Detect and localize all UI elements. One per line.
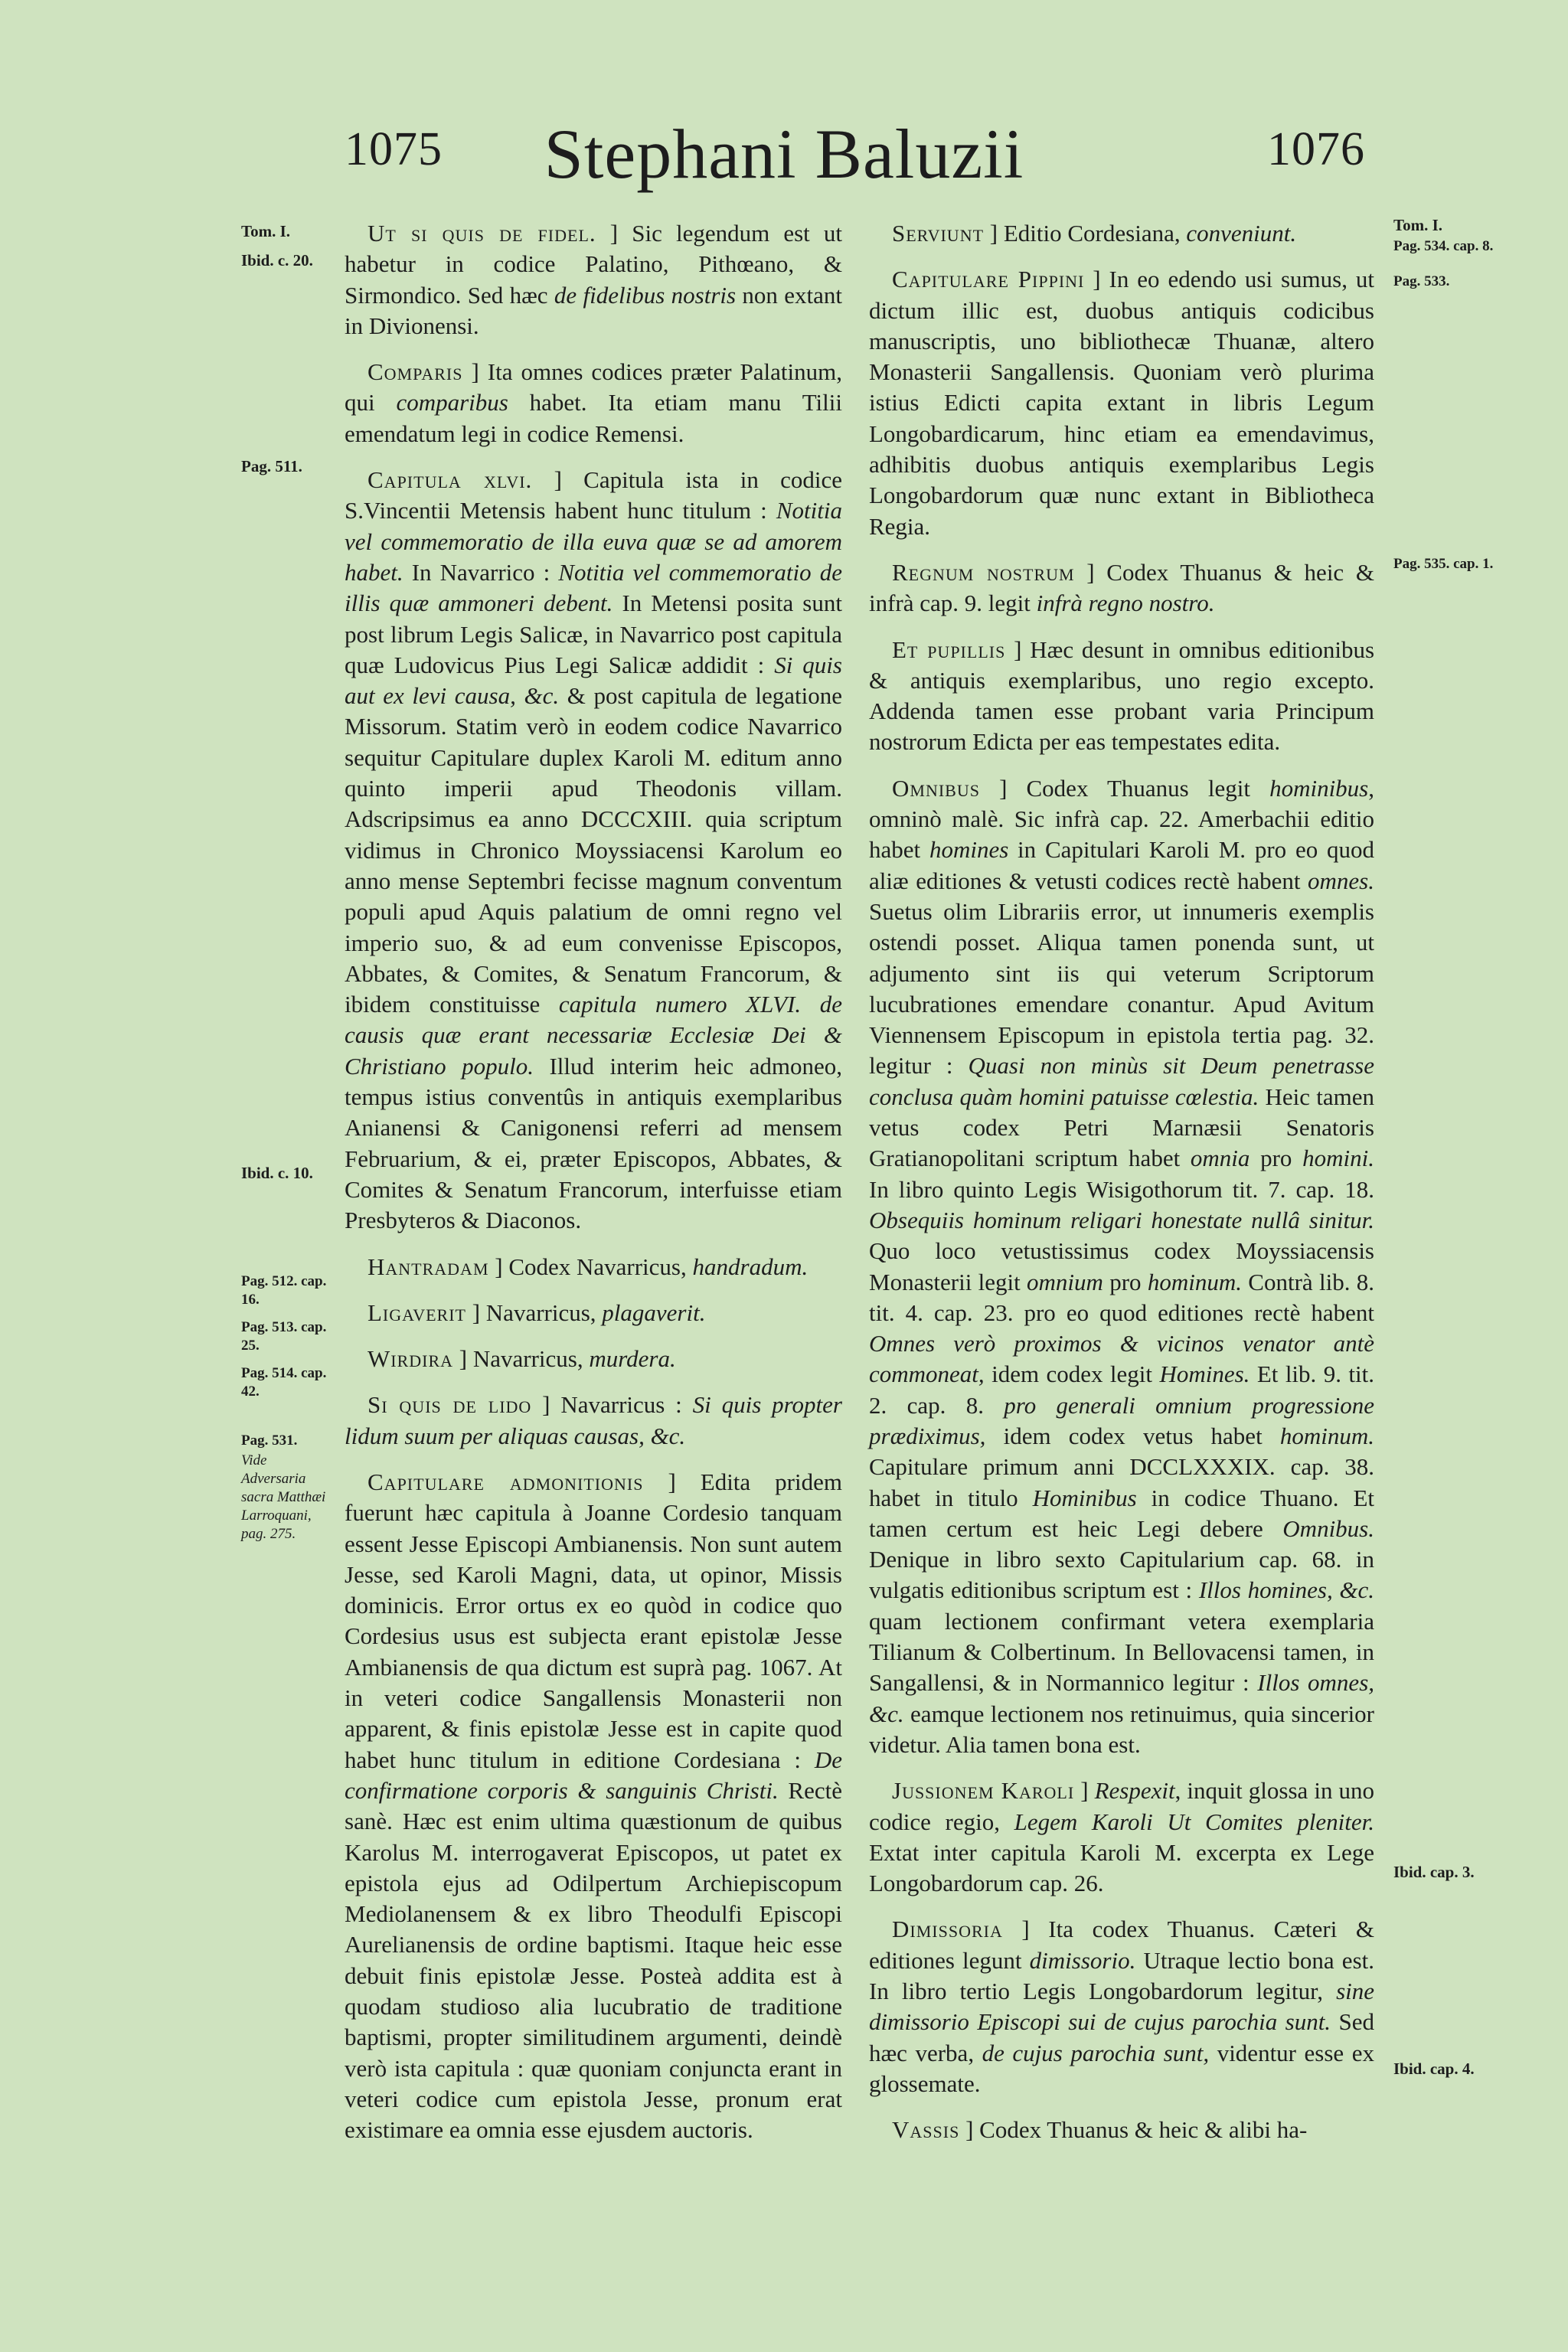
text: ] Navarricus,	[466, 1298, 603, 1326]
italic-text: omnia	[1190, 1145, 1250, 1172]
margin-note: Tom. I.	[241, 222, 290, 240]
italic-text: Quasi non minùs sit Deum penetrasse conclusa quàm homini patuisse cœlestia.	[869, 1052, 1374, 1110]
margin-note: Pag. 513. cap. 25.	[241, 1319, 327, 1354]
italic-text: comparibus	[396, 389, 508, 416]
note-entry	[869, 264, 1374, 542]
text: , omninò malè. Sic infrà cap. 22. Amerbachii editio habet	[869, 774, 1374, 864]
text: habet. Ita etiam manu Tilii emendatum legi in codice Remensi.	[345, 389, 842, 447]
text: in codice Thuano. Et tamen certum est heic Legi debere	[869, 1484, 1374, 1542]
text: ] Codex Thuanus & heic & alibi ha-	[959, 2116, 1308, 2144]
text: idem codex vetus habet	[985, 1422, 1280, 1449]
text: ] Codex Navarricus,	[488, 1253, 693, 1280]
note-entry	[869, 557, 1374, 619]
margin-note: Ibid. c. 20.	[241, 251, 313, 270]
text: ] Ita codex Thuanus. Cæteri & editiones legunt	[869, 1916, 1374, 1974]
lemma: Capitulare Pippini	[892, 266, 1085, 293]
text: ] Edita pridem fuerunt hæc capitula à Joanne Cordesio tanquam essent Jesse Episcopi Ambianensis. Non sunt autem Jesse, sed Karoli Magni, data, ut opinor, Missis dominicis. Error ortus ex eo quòd in codice quo Cordesius usus est subjecta erant epistolæ Jesse Ambianensis de qua dictum est suprà pag. 1067. At in veteri codice Sangallensis Monasterii non apparent, & finis epistolæ Jesse est in capite quod habet hunc titulum in editione Cordesiana :	[345, 1468, 842, 1773]
text: Illud interim heic admoneo, tempus istius conventûs in antiquis exemplaribus Anianensi & Canigonensi referri ad mensem Februarium, & ei, præter Episcopos, Abbates, & Comites & Senatum Francorum, interfuisse etiam Presbyteros & Diaconos.	[345, 1052, 842, 1234]
text: pro	[1250, 1145, 1303, 1172]
text: non extant in Divionensi.	[345, 281, 843, 339]
lemma: Wirdira	[368, 1345, 454, 1373]
right-page-number: 1076	[1267, 123, 1365, 175]
text: idem codex legit	[984, 1361, 1160, 1388]
italic-text: Obsequiis hominum religari honestate nullâ sinitur.	[869, 1206, 1374, 1233]
text: Denique in libro sexto Capitularium cap. 68. in vulgatis editionibus scriptum est :	[869, 1546, 1374, 1604]
text: videntur esse ex glossemate.	[869, 2039, 1374, 2097]
italic-text: omnium	[1027, 1268, 1103, 1295]
italic-text: Illos homines, &c.	[1198, 1576, 1374, 1604]
text: pro	[1102, 1268, 1148, 1295]
text: Capitulare primum anni DCCLXXXIX. cap. 38. habet in titulo	[869, 1453, 1374, 1511]
text: ]	[1074, 1777, 1095, 1805]
right-text-column	[869, 218, 1374, 2161]
running-title: Stephani Baluzii	[544, 115, 1024, 193]
lemma: Et pupillis	[892, 635, 1006, 663]
italic-text: Notitia vel commemoratio de illa euva quæ se ad amorem habet.	[345, 497, 842, 586]
note-entry	[869, 1914, 1374, 2099]
left-page-number: 1075	[345, 123, 443, 175]
margin-note: Pag. 511.	[241, 457, 302, 475]
margin-note: Pag. 533.	[1393, 273, 1450, 289]
italic-text: homini.	[1302, 1145, 1374, 1172]
note-entry	[869, 773, 1374, 1761]
lemma: Serviunt	[892, 220, 985, 247]
italic-text: hominum.	[1279, 1422, 1374, 1449]
text: ] Codex Thuanus legit	[979, 774, 1270, 802]
margin-note: Vide Adversaria sacra Matthæi Larroquani, pag. 275.	[241, 1452, 326, 1542]
note-entry	[869, 1775, 1374, 1899]
note-entry	[345, 1344, 842, 1374]
lemma: Dimissoria	[892, 1916, 1003, 1943]
text: ] Capitula ista in codice S.Vincentii Metensis habent hunc titulum :	[345, 466, 842, 524]
italic-text: pro generali omnium progressione prædiximus,	[869, 1391, 1374, 1449]
text: , inquit glossa in uno codice regio,	[869, 1777, 1374, 1835]
note-entry	[345, 218, 842, 341]
italic-text: hominum.	[1147, 1268, 1242, 1295]
margin-note: Pag. 531.	[241, 1432, 298, 1449]
lemma: Regnum nostrum	[892, 558, 1075, 586]
italic-text: omnes.	[1308, 867, 1374, 894]
lemma: Vassis	[892, 2116, 960, 2144]
margin-note: Pag. 512. cap. 16.	[241, 1273, 327, 1308]
text: ] In eo edendo usi sumus, ut dictum illic est, duobus antiquis codicibus manuscriptis, uno bibliothecæ Thuanæ, altero Monasterii Sangallensis. Quoniam verò plurima istius Edicti capita extant in libris Legum Longobardicarum, hinc etiam ea emendavimus, adhibitis duobus antiquis exemplaribus Legis Longobardorum quæ nunc extant in Bibliotheca Regia.	[869, 266, 1374, 540]
italic-text: Omnibus.	[1282, 1514, 1374, 1542]
italic-text: dimissorio.	[1029, 1946, 1136, 1974]
text: Sed hæc verba,	[869, 2008, 1374, 2066]
note-entry	[345, 1390, 842, 1452]
margin-note: Ibid. c. 10.	[241, 1164, 313, 1182]
italic-text: infrà regno nostro.	[1036, 590, 1215, 617]
lemma: Hantradam	[368, 1253, 489, 1280]
note-entry	[345, 357, 842, 449]
note-entry	[345, 465, 842, 1236]
text: Contrà lib. 8. tit. 4. cap. 23. pro eo quod editiones rectè habent	[869, 1268, 1374, 1326]
text: eamque lectionem nos retinuimus, quia sincerior videtur. Alia tamen bona est.	[869, 1700, 1374, 1758]
lemma: Comparis	[368, 358, 463, 386]
left-text-column	[345, 218, 842, 2161]
text: & post capitula de legatione Missorum. Statim verò in eodem codice Navarrico sequitur Capitulare duplex Karoli M. editum anno quinto imperii apud Theodonis villam. Adscripsimus ea anno DCCCXIII. quia scriptum vidimus in Chronico Moyssiacensi Karolum eo anno mense Septembri fecisse magnum conventum populi apud Aquis palatium de omni regno vel imperio suo, & ad eum convenisse Episcopos, Abbates, & Comites, & Senatum Francorum, & ibidem constituisse	[345, 682, 842, 1018]
italic-text: murdera.	[589, 1345, 676, 1373]
italic-text: Legem Karoli Ut Comites pleniter.	[1014, 1808, 1374, 1835]
italic-text: homines	[929, 836, 1009, 864]
text: Rectè sanè. Hæc est enim ultima quæstionum de quibus Karolus M. interrogaverat Episcopos, ut patet ex epistola ejus ad Odilpertum Archiepiscopum Mediolanensem & ex libro Theodulfi Episcopi Aurelianensis de ordine baptismi. Itaque heic esse debuit finis epistolæ Jesse. Posteà addita est à quodam studioso alia lucubratio de traditione baptismi, propter similitudinem argumenti, deindè verò ista capitula : quæ quoniam conjuncta erant in veteri codice cum epistola Jesse, pronum erat existimare ea omnia esse ejusdem auctoris.	[345, 1776, 842, 2144]
text: ] Codex Thuanus & heic & infrà cap. 9. legit	[869, 558, 1374, 617]
italic-text: handradum.	[692, 1253, 808, 1280]
text: Suetus olim Librariis error, ut innumeris exemplis ostendi posset. Aliqua tamen ponenda sunt, ut adjumento sint iis qui veterum Scriptorum lucubrationes emendare conantur. Apud Avitum Viennensem Episcopum in epistola tertia pag. 32. legitur :	[869, 897, 1374, 1080]
text: ] Hæc desunt in omnibus editionibus & antiquis exemplaribus, uno regio excepto. Addenda tamen esse probant varia Principum nostrorum Edicta per eas tempestates edita.	[869, 635, 1375, 756]
margin-note: Tom. I.	[1393, 216, 1442, 234]
text: In Navarrico :	[403, 558, 559, 586]
lemma: Ut si quis de fidel.	[368, 220, 596, 247]
italic-text: Respexit	[1094, 1777, 1175, 1805]
note-entry	[345, 1298, 842, 1328]
margin-note: Ibid. cap. 4.	[1393, 2060, 1475, 2078]
lemma: Si quis de lido	[368, 1391, 532, 1419]
text: Et lib. 9. tit. 2. cap. 8.	[869, 1361, 1374, 1419]
italic-text: hominibus	[1269, 774, 1369, 802]
italic-text: Hominibus	[1032, 1484, 1137, 1511]
italic-text: De confirmatione corporis & sanguinis Christi.	[345, 1746, 842, 1804]
italic-text: Illos omnes, &c.	[869, 1669, 1375, 1727]
text: ] Navarricus,	[453, 1345, 590, 1373]
italic-text: Si quis aut ex levi causa, &c.	[345, 651, 842, 710]
text: In libro quinto Legis Wisigothorum tit. 7. cap. 18.	[869, 1175, 1374, 1203]
italic-text: de fidelibus nostris	[554, 281, 737, 309]
lemma: Omnibus	[892, 774, 980, 802]
text: ] Ita omnes codices præter Palatinum, qui	[345, 358, 842, 416]
text: Quo loco vetustissimus codex Moyssiacensis Monasterii legit	[869, 1237, 1374, 1295]
text: in Capitulari Karoli M. pro eo quod aliæ editiones & vetusti codices rectè habent	[869, 836, 1374, 894]
text: ] Sic legendum est ut habetur in codice Palatino, Pithœano, & Sirmondico. Sed hæc	[345, 220, 842, 309]
lemma: Ligaverit	[368, 1298, 466, 1326]
italic-text: sine dimissorio Episcopi sui de cujus parochia sunt.	[869, 1978, 1374, 2036]
italic-text: Homines.	[1159, 1361, 1250, 1388]
note-entry	[345, 1252, 842, 1282]
lemma: Jussionem Karoli	[892, 1777, 1075, 1805]
note-entry	[345, 1467, 842, 2146]
italic-text: Notitia vel commemoratio de illis quæ ammoneri debent.	[345, 558, 842, 617]
lemma: Capitulare admonitionis	[368, 1468, 644, 1495]
italic-text: Si quis propter lidum suum per aliquas causas, &c.	[345, 1391, 842, 1449]
margin-note: Pag. 514. cap. 42.	[241, 1365, 327, 1400]
margin-note: Pag. 535. cap. 1.	[1393, 556, 1494, 572]
italic-text: plagaverit.	[602, 1298, 706, 1326]
text: Utraque lectio bona est. In libro tertio Legis Longobardorum legitur,	[869, 1946, 1374, 2005]
text: ] Navarricus :	[531, 1391, 693, 1419]
text: Extat inter capitula Karoli M. excerpta ex Lege Longobardorum cap. 26.	[869, 1838, 1374, 1897]
margin-note: Pag. 534. cap. 8.	[1393, 238, 1494, 254]
text: In Metensi posita sunt post librum Legis Salicæ, in Navarrico post capitula quæ Ludovicus Pius Legi Salicæ addidit :	[345, 590, 842, 678]
italic-text: conveniunt.	[1186, 220, 1297, 247]
text: ] Editio Cordesiana,	[984, 220, 1187, 247]
italic-text: Omnes verò proximos & vicinos venator antè commoneat,	[869, 1330, 1374, 1388]
text: Heic tamen vetus codex Petri Marnæsii Senatoris Gratianopolitani scriptum habet	[869, 1083, 1375, 1172]
lemma: Capitula xlvi.	[368, 466, 533, 494]
text: quam lectionem confirmant vetera exemplaria Tilianum & Colbertinum. In Bellovacensi tamen, in Sangallensi, & in Normannico legitur :	[869, 1607, 1374, 1697]
margin-note: Ibid. cap. 3.	[1393, 1863, 1475, 1881]
note-entry	[869, 218, 1374, 249]
italic-text: capitula numero XLVI. de causis quæ erant necessariæ Ecclesiæ Dei & Christiano populo.	[345, 991, 842, 1080]
italic-text: de cujus parochia sunt,	[982, 2039, 1210, 2066]
note-entry	[869, 2115, 1374, 2145]
note-entry	[869, 635, 1374, 758]
